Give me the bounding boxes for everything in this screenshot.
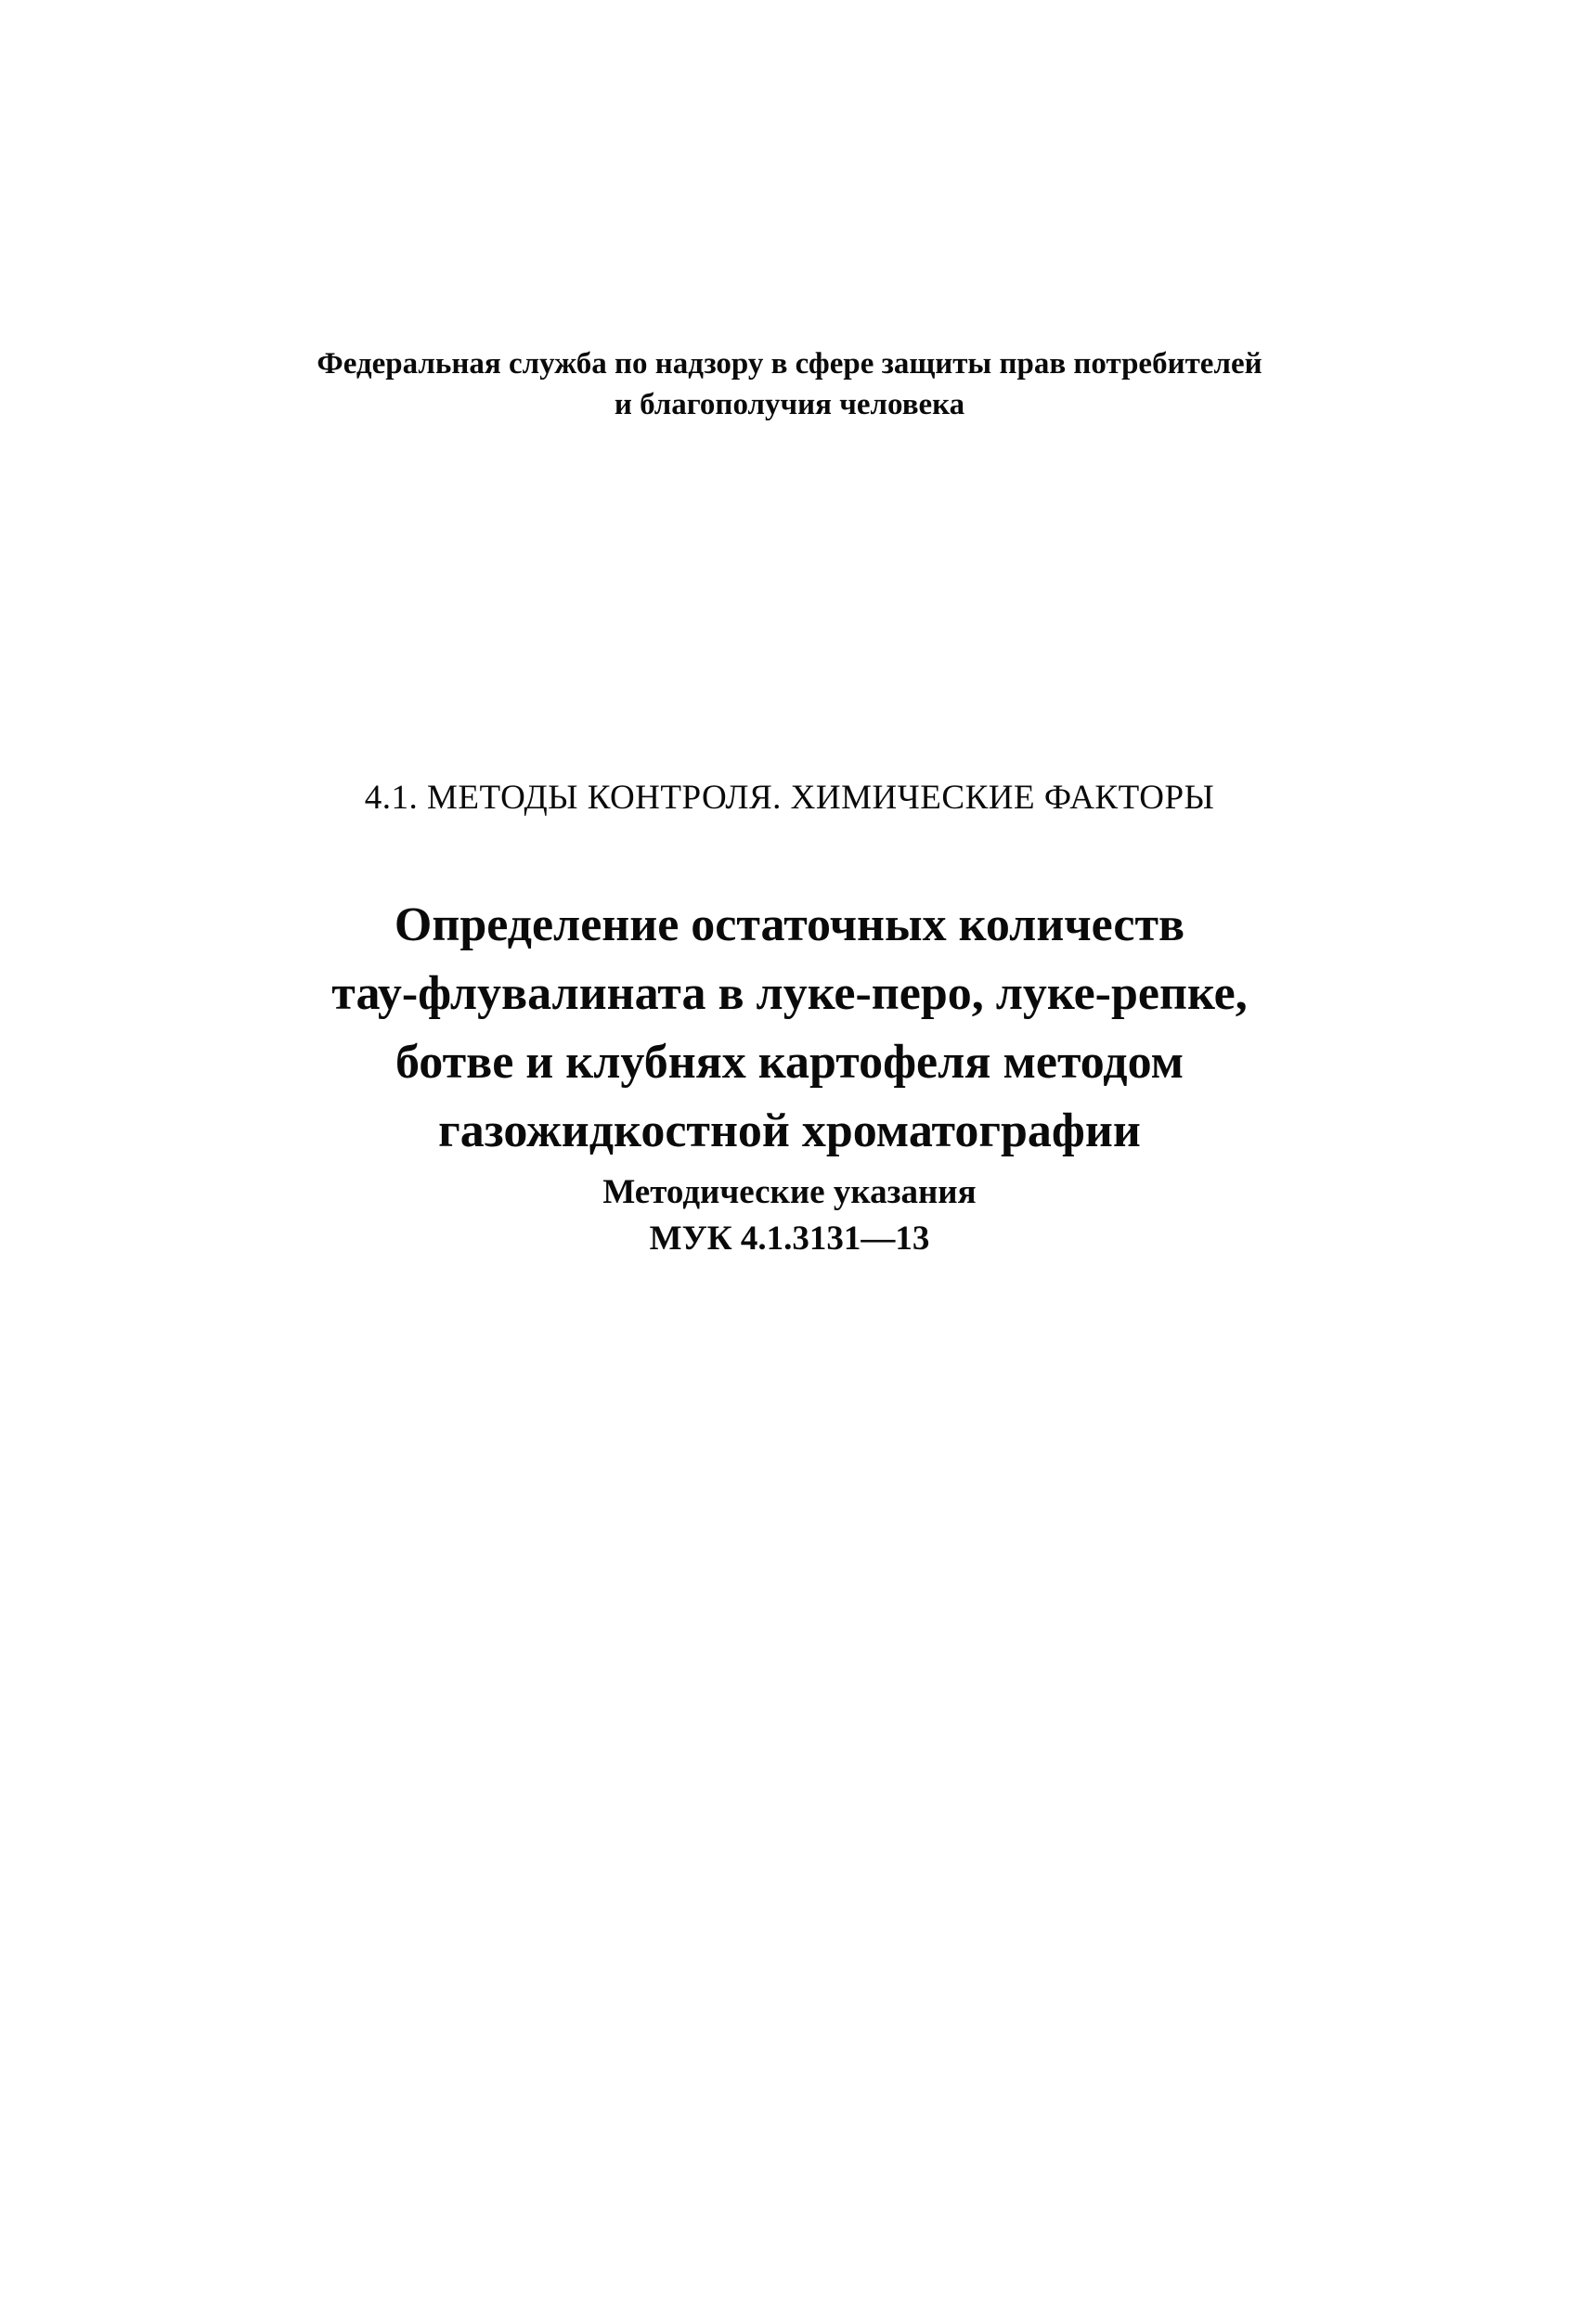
title-line-1: Определение остаточных количеств <box>394 898 1185 951</box>
title-line-3: ботве и клубнях картофеля методом <box>395 1036 1184 1089</box>
title-line-2: тау-флувалината в луке-перо, луке-репке, <box>331 967 1248 1020</box>
title-line-4: газожидкостной хроматографии <box>438 1104 1141 1157</box>
document-type: Методические указания <box>602 1173 977 1211</box>
document-code: МУК 4.1.3131—13 <box>649 1220 930 1258</box>
agency-line-2: и благополучия человека <box>614 388 965 421</box>
document-title <box>0 891 1579 1166</box>
issuing-agency <box>0 343 1579 425</box>
series-heading: 4.1. МЕТОДЫ КОНТРОЛЯ. ХИМИЧЕСКИЕ ФАКТОРЫ <box>364 779 1215 817</box>
agency-line-1: Федеральная служба по надзору в сфере защиты прав потребителей <box>317 347 1262 381</box>
document-type-block <box>0 1169 1579 1262</box>
